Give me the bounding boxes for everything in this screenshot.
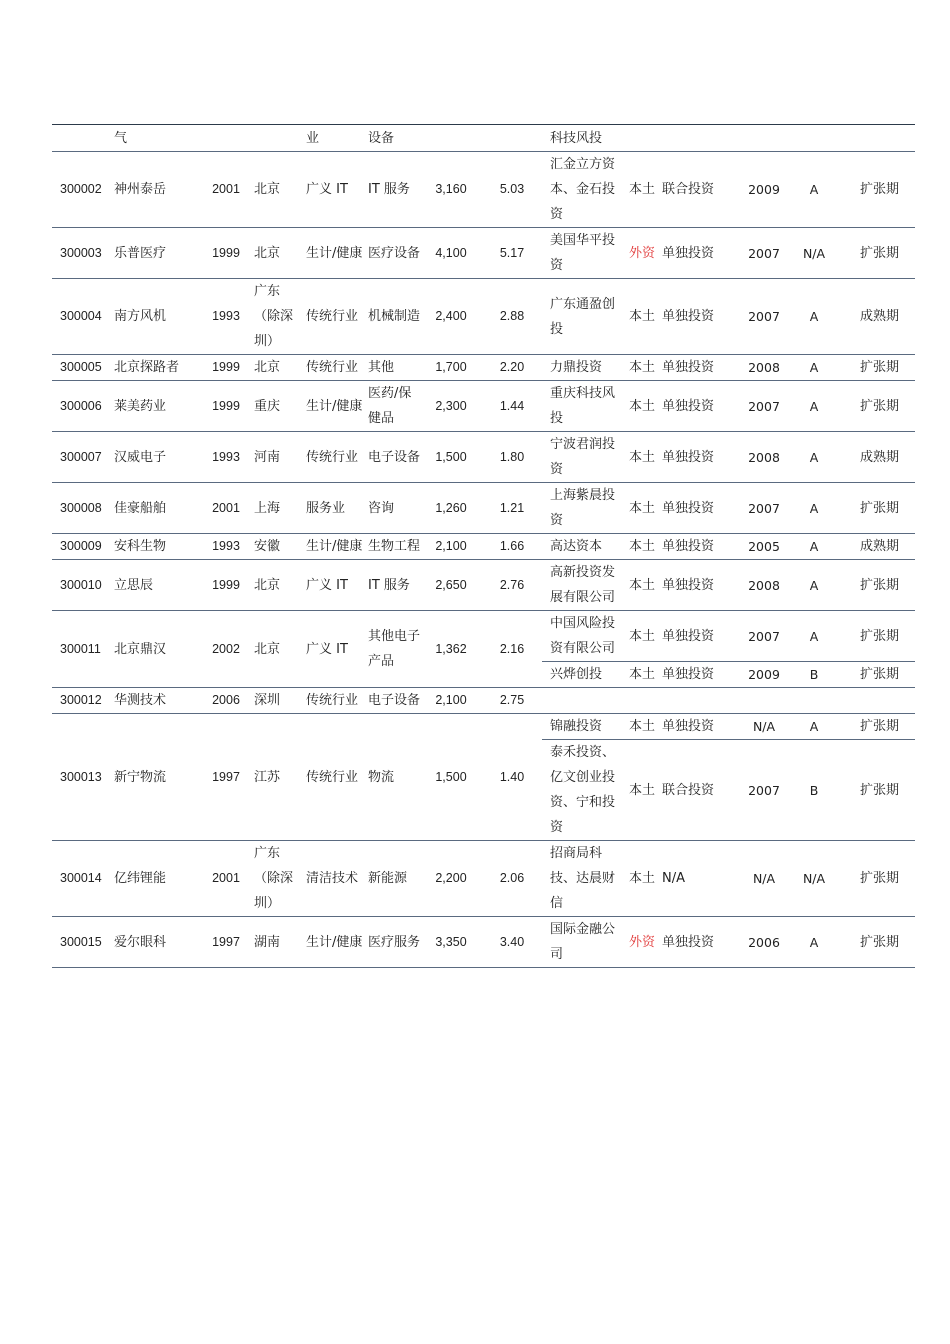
sub-industry: 机械制造: [366, 279, 420, 355]
investor-nature: 本土: [622, 611, 662, 662]
industry: 服务业: [304, 483, 366, 534]
industry: 传统行业: [304, 714, 366, 841]
industry: 传统行业: [304, 432, 366, 483]
investor-nature: 外资: [622, 228, 662, 279]
founded-year: 1993: [200, 534, 252, 560]
company-code: 300006: [52, 381, 112, 432]
share-figure: 2.06: [482, 841, 542, 917]
company-name: 北京鼎汉: [112, 611, 200, 688]
header-cell: [784, 125, 844, 152]
investor-name: 广东通盈创投: [542, 279, 622, 355]
sub-industry: 医疗设备: [366, 228, 420, 279]
investor-nature: 本土: [622, 152, 662, 228]
industry: 生计/健康: [304, 534, 366, 560]
industry: 生计/健康: [304, 381, 366, 432]
sub-industry: 其他电子产品: [366, 611, 420, 688]
investment-mode: 单独投资: [662, 432, 744, 483]
company-name: 新宁物流: [112, 714, 200, 841]
founded-year: 1999: [200, 381, 252, 432]
province: 湖南: [252, 917, 304, 968]
sub-industry: 医药/保健品: [366, 381, 420, 432]
evaluation: A: [784, 355, 844, 381]
registered-capital: 2,100: [420, 688, 482, 714]
province: 广东（除深圳）: [252, 841, 304, 917]
industry: 传统行业: [304, 279, 366, 355]
table-row: [52, 534, 915, 560]
investment-mode: 单独投资: [662, 714, 744, 740]
investor-nature: 外资: [622, 917, 662, 968]
investment-mode: 单独投资: [662, 483, 744, 534]
table-row: [52, 152, 915, 228]
investment-stage: 扩张期: [844, 917, 915, 968]
evaluation: A: [784, 714, 844, 740]
investor-name: 上海紫晨投资: [542, 483, 622, 534]
province: 广东（除深圳）: [252, 279, 304, 355]
company-name: 安科生物: [112, 534, 200, 560]
investor-nature: 本土: [622, 381, 662, 432]
investor-nature: 本土: [622, 740, 662, 841]
evaluation: A: [784, 917, 844, 968]
industry: 广义 IT: [304, 611, 366, 688]
investment-mode: 单独投资: [662, 611, 744, 662]
investment-year: 2008: [744, 432, 784, 483]
investment-year: 2007: [744, 740, 784, 841]
header-cell: 业: [304, 125, 366, 152]
investor-nature: 本土: [622, 560, 662, 611]
founded-year: 2006: [200, 688, 252, 714]
investment-stage: 扩张期: [844, 740, 915, 841]
company-name: 爱尔眼科: [112, 917, 200, 968]
investment-stage: 成熟期: [844, 432, 915, 483]
investment-year: 2008: [744, 355, 784, 381]
investment-year: 2005: [744, 534, 784, 560]
registered-capital: 2,400: [420, 279, 482, 355]
evaluation: [784, 688, 844, 714]
sub-industry: IT 服务: [366, 152, 420, 228]
company-name: 南方风机: [112, 279, 200, 355]
investment-year: 2007: [744, 483, 784, 534]
registered-capital: 3,160: [420, 152, 482, 228]
table-row: [52, 228, 915, 279]
company-code: 300007: [52, 432, 112, 483]
investor-nature: 本土: [622, 714, 662, 740]
investment-year: 2007: [744, 611, 784, 662]
investor-name: 汇金立方资本、金石投资: [542, 152, 622, 228]
founded-year: 2001: [200, 483, 252, 534]
investor-name: 兴烨创投: [542, 662, 622, 688]
evaluation: N/A: [784, 228, 844, 279]
company-name: 神州泰岳: [112, 152, 200, 228]
company-code: 300014: [52, 841, 112, 917]
company-code: 300013: [52, 714, 112, 841]
investor-name: 重庆科技风投: [542, 381, 622, 432]
province: 北京: [252, 560, 304, 611]
investor-name: 美国华平投资: [542, 228, 622, 279]
province: 北京: [252, 355, 304, 381]
company-name: 北京探路者: [112, 355, 200, 381]
sub-industry: 其他: [366, 355, 420, 381]
investment-year: 2008: [744, 560, 784, 611]
investment-stage: 扩张期: [844, 483, 915, 534]
province: 重庆: [252, 381, 304, 432]
founded-year: 1997: [200, 917, 252, 968]
registered-capital: 1,700: [420, 355, 482, 381]
share-figure: 5.03: [482, 152, 542, 228]
company-code: 300011: [52, 611, 112, 688]
industry: 传统行业: [304, 355, 366, 381]
registered-capital: 4,100: [420, 228, 482, 279]
investor-nature: 本土: [622, 662, 662, 688]
registered-capital: 3,350: [420, 917, 482, 968]
header-cell: [482, 125, 542, 152]
share-figure: 1.40: [482, 714, 542, 841]
investment-year: 2006: [744, 917, 784, 968]
share-figure: 2.88: [482, 279, 542, 355]
registered-capital: 1,260: [420, 483, 482, 534]
share-figure: 1.66: [482, 534, 542, 560]
province: 北京: [252, 228, 304, 279]
industry: 广义 IT: [304, 560, 366, 611]
registered-capital: 2,650: [420, 560, 482, 611]
header-cell: [252, 125, 304, 152]
header-cell: [844, 125, 915, 152]
investor-name: 力鼎投资: [542, 355, 622, 381]
table-row: [52, 841, 915, 917]
header-cell: [744, 125, 784, 152]
sub-industry: 新能源: [366, 841, 420, 917]
investor-name: 国际金融公司: [542, 917, 622, 968]
investment-stage: [844, 688, 915, 714]
sub-industry: 生物工程: [366, 534, 420, 560]
industry: 传统行业: [304, 688, 366, 714]
company-name: 立思辰: [112, 560, 200, 611]
investor-nature: 本土: [622, 841, 662, 917]
investment-year: N/A: [744, 841, 784, 917]
evaluation: A: [784, 152, 844, 228]
evaluation: A: [784, 534, 844, 560]
sub-industry: 物流: [366, 714, 420, 841]
investment-mode: 单独投资: [662, 355, 744, 381]
share-figure: 2.16: [482, 611, 542, 688]
investment-mode: 单独投资: [662, 228, 744, 279]
header-cell: 气: [112, 125, 200, 152]
share-figure: 1.21: [482, 483, 542, 534]
investment-stage: 扩张期: [844, 355, 915, 381]
table-row: [52, 355, 915, 381]
evaluation: A: [784, 560, 844, 611]
evaluation: B: [784, 662, 844, 688]
province: 深圳: [252, 688, 304, 714]
registered-capital: 1,362: [420, 611, 482, 688]
registered-capital: 2,200: [420, 841, 482, 917]
sub-industry: 电子设备: [366, 432, 420, 483]
investment-mode: 单独投资: [662, 560, 744, 611]
investor-name: 高达资本: [542, 534, 622, 560]
investment-mode: 联合投资: [662, 152, 744, 228]
company-code: 300003: [52, 228, 112, 279]
investment-stage: 扩张期: [844, 228, 915, 279]
industry: 广义 IT: [304, 152, 366, 228]
investor-name: 锦融投资: [542, 714, 622, 740]
header-cell: [662, 125, 744, 152]
sub-industry: 电子设备: [366, 688, 420, 714]
founded-year: 2001: [200, 152, 252, 228]
header-cell: [420, 125, 482, 152]
investment-mode: [662, 688, 744, 714]
data-table: [52, 124, 915, 968]
investor-name: 高新投资发展有限公司: [542, 560, 622, 611]
investment-stage: 扩张期: [844, 714, 915, 740]
table-row: [52, 611, 915, 662]
investment-mode: 单独投资: [662, 534, 744, 560]
share-figure: 5.17: [482, 228, 542, 279]
registered-capital: 1,500: [420, 432, 482, 483]
investment-stage: 扩张期: [844, 381, 915, 432]
company-code: 300002: [52, 152, 112, 228]
investor-nature: [622, 688, 662, 714]
investment-mode: 单独投资: [662, 279, 744, 355]
investment-year: 2007: [744, 279, 784, 355]
investment-stage: 扩张期: [844, 152, 915, 228]
investment-stage: 扩张期: [844, 841, 915, 917]
company-name: 华测技术: [112, 688, 200, 714]
investment-stage: 扩张期: [844, 662, 915, 688]
industry: 清洁技术: [304, 841, 366, 917]
table-row: [52, 432, 915, 483]
share-figure: 3.40: [482, 917, 542, 968]
investment-year: N/A: [744, 714, 784, 740]
investment-year: 2007: [744, 381, 784, 432]
province: 上海: [252, 483, 304, 534]
investor-name: 泰禾投资、亿文创业投资、宁和投资: [542, 740, 622, 841]
investor-name: 中国风险投资有限公司: [542, 611, 622, 662]
investment-mode: 单独投资: [662, 917, 744, 968]
evaluation: A: [784, 279, 844, 355]
share-figure: 2.75: [482, 688, 542, 714]
investor-nature: 本土: [622, 432, 662, 483]
registered-capital: 2,100: [420, 534, 482, 560]
header-cell: [200, 125, 252, 152]
table-row: [52, 381, 915, 432]
company-code: 300010: [52, 560, 112, 611]
sub-industry: 医疗服务: [366, 917, 420, 968]
founded-year: 1999: [200, 228, 252, 279]
founded-year: 2001: [200, 841, 252, 917]
company-name: 亿纬锂能: [112, 841, 200, 917]
investment-stage: 扩张期: [844, 560, 915, 611]
investment-stage: 扩张期: [844, 611, 915, 662]
company-name: 汉威电子: [112, 432, 200, 483]
sub-industry: 咨询: [366, 483, 420, 534]
share-figure: 1.44: [482, 381, 542, 432]
table-row: [52, 917, 915, 968]
company-name: 莱美药业: [112, 381, 200, 432]
founded-year: 1999: [200, 355, 252, 381]
investment-year: 2009: [744, 662, 784, 688]
founded-year: 1993: [200, 279, 252, 355]
investor-nature: 本土: [622, 279, 662, 355]
investor-name: 招商局科技、达晨财信: [542, 841, 622, 917]
table-row: [52, 560, 915, 611]
investor-nature: 本土: [622, 483, 662, 534]
province: 北京: [252, 611, 304, 688]
investment-year: 2009: [744, 152, 784, 228]
share-figure: 2.20: [482, 355, 542, 381]
header-row: [52, 125, 915, 152]
investment-mode: 单独投资: [662, 662, 744, 688]
investor-name: 宁波君润投资: [542, 432, 622, 483]
evaluation: A: [784, 483, 844, 534]
header-cell: [52, 125, 112, 152]
investment-stage: 成熟期: [844, 279, 915, 355]
investor-nature: 本土: [622, 534, 662, 560]
header-cell: 科技风投: [542, 125, 622, 152]
company-name: 佳豪船舶: [112, 483, 200, 534]
registered-capital: 2,300: [420, 381, 482, 432]
industry: 生计/健康: [304, 917, 366, 968]
evaluation: N/A: [784, 841, 844, 917]
founded-year: 2002: [200, 611, 252, 688]
province: 江苏: [252, 714, 304, 841]
ipo-vc-table: [52, 124, 915, 968]
header-cell: 设备: [366, 125, 420, 152]
founded-year: 1993: [200, 432, 252, 483]
province: 河南: [252, 432, 304, 483]
company-code: 300004: [52, 279, 112, 355]
company-code: 300008: [52, 483, 112, 534]
evaluation: A: [784, 611, 844, 662]
evaluation: A: [784, 381, 844, 432]
founded-year: 1999: [200, 560, 252, 611]
investment-mode: 联合投资: [662, 740, 744, 841]
company-code: 300015: [52, 917, 112, 968]
evaluation: A: [784, 432, 844, 483]
company-code: 300005: [52, 355, 112, 381]
evaluation: B: [784, 740, 844, 841]
industry: 生计/健康: [304, 228, 366, 279]
investor-name: [542, 688, 622, 714]
investor-nature: 本土: [622, 355, 662, 381]
province: 北京: [252, 152, 304, 228]
table-row: [52, 714, 915, 740]
investment-year: [744, 688, 784, 714]
registered-capital: 1,500: [420, 714, 482, 841]
company-code: 300012: [52, 688, 112, 714]
table-row: [52, 483, 915, 534]
header-cell: [622, 125, 662, 152]
investment-stage: 成熟期: [844, 534, 915, 560]
table-row: [52, 279, 915, 355]
table-row: [52, 688, 915, 714]
founded-year: 1997: [200, 714, 252, 841]
investment-year: 2007: [744, 228, 784, 279]
province: 安徽: [252, 534, 304, 560]
share-figure: 1.80: [482, 432, 542, 483]
company-code: 300009: [52, 534, 112, 560]
investment-mode: 单独投资: [662, 381, 744, 432]
investment-mode: N/A: [662, 841, 744, 917]
sub-industry: IT 服务: [366, 560, 420, 611]
company-name: 乐普医疗: [112, 228, 200, 279]
share-figure: 2.76: [482, 560, 542, 611]
